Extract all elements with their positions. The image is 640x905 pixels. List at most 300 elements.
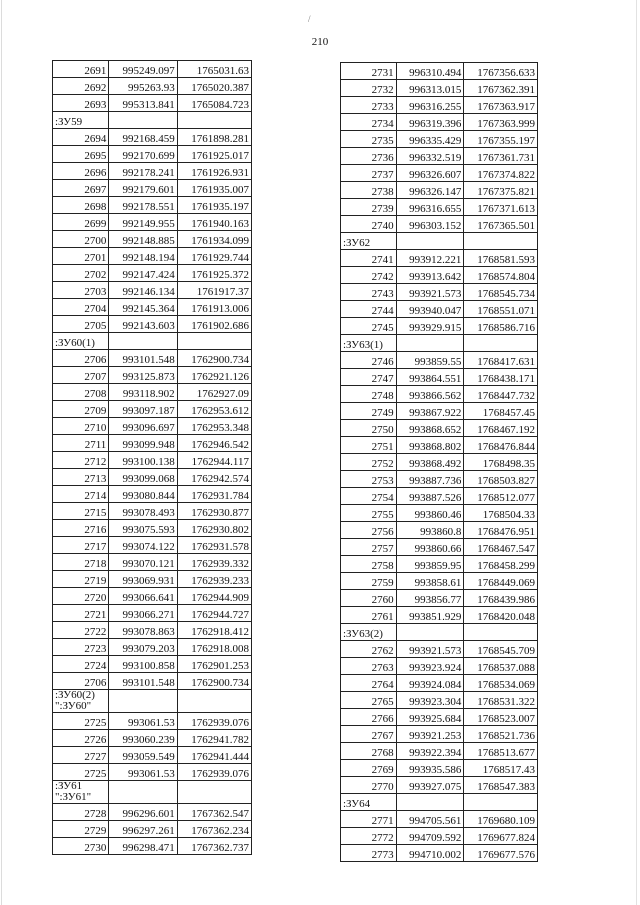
table-row — [341, 454, 538, 471]
point-number-cell: 2743 — [341, 284, 397, 301]
table-row — [53, 282, 252, 299]
y-coordinate-cell: 1768447.732 — [464, 386, 538, 403]
scan-mark: / — [308, 14, 311, 24]
y-coordinate-cell: 1762931.784 — [177, 486, 251, 503]
x-coordinate-cell: 993066.641 — [109, 588, 177, 605]
table-row — [53, 197, 252, 214]
x-coordinate-cell: 993923.924 — [396, 658, 464, 675]
table-row — [341, 709, 538, 726]
x-coordinate-cell: 996316.655 — [396, 199, 464, 216]
table-row — [53, 747, 252, 764]
y-coordinate-cell: 1761898.281 — [177, 129, 251, 146]
empty-cell — [177, 333, 251, 350]
table-row — [341, 403, 538, 420]
x-coordinate-cell: 994705.561 — [396, 811, 464, 828]
y-coordinate-cell: 1768476.951 — [464, 522, 538, 539]
point-number-cell: 2750 — [341, 420, 397, 437]
point-number-cell: 2709 — [53, 401, 109, 418]
x-coordinate-cell: 993099.068 — [109, 469, 177, 486]
x-coordinate-cell: 993887.736 — [396, 471, 464, 488]
x-coordinate-cell: 993921.573 — [396, 641, 464, 658]
point-number-cell: 2761 — [341, 607, 397, 624]
y-coordinate-cell: 1762900.734 — [177, 350, 251, 367]
x-coordinate-cell: 993061.53 — [109, 713, 177, 730]
table-row — [341, 692, 538, 709]
point-number-cell: 2758 — [341, 556, 397, 573]
y-coordinate-cell: 1768531.322 — [464, 692, 538, 709]
x-coordinate-cell: 996319.396 — [396, 114, 464, 131]
y-coordinate-cell: 1761934.099 — [177, 231, 251, 248]
x-coordinate-cell: 993061.53 — [109, 764, 177, 781]
y-coordinate-cell: 1762901.253 — [177, 656, 251, 673]
x-coordinate-cell: 996326.147 — [396, 182, 464, 199]
x-coordinate-cell: 993868.492 — [396, 454, 464, 471]
section-label: :ЗУ64 — [343, 798, 371, 810]
point-number-cell: 2748 — [341, 386, 397, 403]
table-row — [53, 129, 252, 146]
y-coordinate-cell: 1762953.348 — [177, 418, 251, 435]
point-number-cell: 2713 — [53, 469, 109, 486]
point-number-cell: 2763 — [341, 658, 397, 675]
y-coordinate-cell: 1762939.076 — [177, 713, 251, 730]
table-row — [53, 764, 252, 781]
point-number-cell: 2725 — [53, 764, 109, 781]
section-label-cell — [53, 690, 109, 713]
y-coordinate-cell: 1765020.387 — [177, 78, 251, 95]
x-coordinate-cell: 993940.047 — [396, 301, 464, 318]
table-row — [341, 182, 538, 199]
x-coordinate-cell: 996310.494 — [396, 63, 464, 80]
y-coordinate-cell: 1768586.716 — [464, 318, 538, 335]
table-row — [341, 811, 538, 828]
x-coordinate-cell: 993074.122 — [109, 537, 177, 554]
x-coordinate-cell: 993100.138 — [109, 452, 177, 469]
x-coordinate-cell: 996298.471 — [109, 838, 177, 855]
x-coordinate-cell: 992149.955 — [109, 214, 177, 231]
point-number-cell: 2755 — [341, 505, 397, 522]
x-coordinate-cell: 993069.931 — [109, 571, 177, 588]
point-number-cell: 2735 — [341, 131, 397, 148]
empty-cell — [464, 624, 538, 641]
y-coordinate-cell: 1761917.37 — [177, 282, 251, 299]
y-coordinate-cell: 1762942.574 — [177, 469, 251, 486]
y-coordinate-cell: 1768574.804 — [464, 267, 538, 284]
section-label-cell — [341, 624, 397, 641]
empty-cell — [109, 781, 177, 804]
table-row — [341, 284, 538, 301]
table-row — [341, 369, 538, 386]
point-number-cell: 2752 — [341, 454, 397, 471]
table-row — [341, 777, 538, 794]
table-row — [341, 556, 538, 573]
y-coordinate-cell: 1767375.821 — [464, 182, 538, 199]
x-coordinate-cell: 993868.802 — [396, 437, 464, 454]
y-coordinate-cell: 1767374.822 — [464, 165, 538, 182]
table-row — [53, 730, 252, 747]
y-coordinate-cell: 1767362.737 — [177, 838, 251, 855]
point-number-cell: 2772 — [341, 828, 397, 845]
table-row — [341, 199, 538, 216]
x-coordinate-cell: 993080.844 — [109, 486, 177, 503]
x-coordinate-cell: 996313.015 — [396, 80, 464, 97]
section-row — [53, 112, 252, 129]
y-coordinate-cell: 1762944.727 — [177, 605, 251, 622]
empty-cell — [177, 781, 251, 804]
y-coordinate-cell: 1767355.197 — [464, 131, 538, 148]
point-number-cell: 2711 — [53, 435, 109, 452]
point-number-cell: 2691 — [53, 61, 109, 78]
x-coordinate-cell: 993859.95 — [396, 556, 464, 573]
x-coordinate-cell: 993066.271 — [109, 605, 177, 622]
table-row — [341, 845, 538, 862]
y-coordinate-cell: 1767363.917 — [464, 97, 538, 114]
y-coordinate-cell: 1768467.547 — [464, 539, 538, 556]
table-row — [53, 231, 252, 248]
y-coordinate-cell: 1762931.578 — [177, 537, 251, 554]
point-number-cell: 2723 — [53, 639, 109, 656]
x-coordinate-cell: 993099.948 — [109, 435, 177, 452]
x-coordinate-cell: 992179.601 — [109, 180, 177, 197]
x-coordinate-cell: 993921.253 — [396, 726, 464, 743]
x-coordinate-cell: 993913.642 — [396, 267, 464, 284]
y-coordinate-cell: 1762939.233 — [177, 571, 251, 588]
section-row — [341, 335, 538, 352]
y-coordinate-cell: 1761935.007 — [177, 180, 251, 197]
point-number-cell: 2729 — [53, 821, 109, 838]
point-number-cell: 2692 — [53, 78, 109, 95]
x-coordinate-cell: 995313.841 — [109, 95, 177, 112]
x-coordinate-cell: 993864.551 — [396, 369, 464, 386]
section-row — [53, 333, 252, 350]
point-number-cell: 2708 — [53, 384, 109, 401]
point-number-cell: 2744 — [341, 301, 397, 318]
section-label: :ЗУ60(1) — [55, 337, 95, 349]
table-row — [53, 78, 252, 95]
y-coordinate-cell: 1768458.299 — [464, 556, 538, 573]
point-number-cell: 2773 — [341, 845, 397, 862]
x-coordinate-cell: 996335.429 — [396, 131, 464, 148]
point-number-cell: 2710 — [53, 418, 109, 435]
y-coordinate-cell: 1768476.844 — [464, 437, 538, 454]
point-number-cell: 2754 — [341, 488, 397, 505]
point-number-cell: 2751 — [341, 437, 397, 454]
x-coordinate-cell: 992168.459 — [109, 129, 177, 146]
point-number-cell: 2694 — [53, 129, 109, 146]
y-coordinate-cell: 1762930.802 — [177, 520, 251, 537]
x-coordinate-cell: 993079.203 — [109, 639, 177, 656]
point-number-cell: 2705 — [53, 316, 109, 333]
section-row — [341, 233, 538, 250]
table-row — [53, 214, 252, 231]
x-coordinate-cell: 993929.915 — [396, 318, 464, 335]
table-row — [341, 641, 538, 658]
point-number-cell: 2717 — [53, 537, 109, 554]
table-row — [341, 352, 538, 369]
empty-cell — [177, 112, 251, 129]
table-row — [53, 452, 252, 469]
point-number-cell: 2768 — [341, 743, 397, 760]
y-coordinate-cell: 1767371.613 — [464, 199, 538, 216]
x-coordinate-cell: 993858.61 — [396, 573, 464, 590]
y-coordinate-cell: 1768545.734 — [464, 284, 538, 301]
y-coordinate-cell: 1768420.048 — [464, 607, 538, 624]
x-coordinate-cell: 994710.002 — [396, 845, 464, 862]
point-number-cell: 2749 — [341, 403, 397, 420]
point-number-cell: 2728 — [53, 804, 109, 821]
empty-cell — [464, 794, 538, 811]
y-coordinate-cell: 1761940.163 — [177, 214, 251, 231]
point-number-cell: 2730 — [53, 838, 109, 855]
x-coordinate-cell: 993923.304 — [396, 692, 464, 709]
y-coordinate-cell: 1762939.076 — [177, 764, 251, 781]
table-row — [53, 95, 252, 112]
section-label: :ЗУ62 — [343, 237, 371, 249]
y-coordinate-cell: 1761913.006 — [177, 299, 251, 316]
point-number-cell: 2706 — [53, 350, 109, 367]
x-coordinate-cell: 993075.593 — [109, 520, 177, 537]
x-coordinate-cell: 993927.075 — [396, 777, 464, 794]
point-number-cell: 2734 — [341, 114, 397, 131]
point-number-cell: 2702 — [53, 265, 109, 282]
point-number-cell: 2724 — [53, 656, 109, 673]
point-number-cell: 2736 — [341, 148, 397, 165]
x-coordinate-cell: 996316.255 — [396, 97, 464, 114]
table-row — [341, 590, 538, 607]
x-coordinate-cell: 993078.863 — [109, 622, 177, 639]
point-number-cell: 2756 — [341, 522, 397, 539]
x-coordinate-cell: 993935.586 — [396, 760, 464, 777]
y-coordinate-cell: 1761929.744 — [177, 248, 251, 265]
point-number-cell: 2766 — [341, 709, 397, 726]
table-row — [53, 146, 252, 163]
table-row — [53, 588, 252, 605]
section-label-cell — [341, 794, 397, 811]
page-number: 210 — [311, 36, 329, 48]
table-row — [341, 386, 538, 403]
point-number-cell: 2733 — [341, 97, 397, 114]
y-coordinate-cell: 1761925.372 — [177, 265, 251, 282]
x-coordinate-cell: 992148.885 — [109, 231, 177, 248]
y-coordinate-cell: 1762918.412 — [177, 622, 251, 639]
point-number-cell: 2718 — [53, 554, 109, 571]
point-number-cell: 2704 — [53, 299, 109, 316]
table-row — [341, 539, 538, 556]
empty-cell — [109, 112, 177, 129]
table-row — [53, 435, 252, 452]
y-coordinate-cell: 1768467.192 — [464, 420, 538, 437]
table-row — [53, 656, 252, 673]
point-number-cell: 2726 — [53, 730, 109, 747]
section-label: :ЗУ59 — [55, 116, 83, 128]
table-row — [53, 350, 252, 367]
x-coordinate-cell: 992146.134 — [109, 282, 177, 299]
point-number-cell: 2714 — [53, 486, 109, 503]
section-label: :ЗУ60(2) — [55, 689, 95, 701]
y-coordinate-cell: 1768551.071 — [464, 301, 538, 318]
x-coordinate-cell: 993097.187 — [109, 401, 177, 418]
x-coordinate-cell: 993059.549 — [109, 747, 177, 764]
table-row — [53, 713, 252, 730]
empty-cell — [109, 690, 177, 713]
y-coordinate-cell: 1762944.117 — [177, 452, 251, 469]
y-coordinate-cell: 1762921.126 — [177, 367, 251, 384]
x-coordinate-cell: 993924.084 — [396, 675, 464, 692]
x-coordinate-cell: 993860.46 — [396, 505, 464, 522]
y-coordinate-cell: 1768504.33 — [464, 505, 538, 522]
table-row — [53, 622, 252, 639]
y-coordinate-cell: 1762927.09 — [177, 384, 251, 401]
x-coordinate-cell: 993860.8 — [396, 522, 464, 539]
table-row — [341, 675, 538, 692]
x-coordinate-cell: 995249.097 — [109, 61, 177, 78]
table-row — [53, 571, 252, 588]
y-coordinate-cell: 1761902.686 — [177, 316, 251, 333]
point-number-cell: 2706 — [53, 673, 109, 690]
y-coordinate-cell: 1768537.088 — [464, 658, 538, 675]
y-coordinate-cell: 1762918.008 — [177, 639, 251, 656]
section-label-alias: ":ЗУ61" — [55, 791, 92, 803]
point-number-cell: 2737 — [341, 165, 397, 182]
y-coordinate-cell: 1767363.999 — [464, 114, 538, 131]
point-number-cell: 2719 — [53, 571, 109, 588]
x-coordinate-cell: 993125.873 — [109, 367, 177, 384]
table-row — [53, 367, 252, 384]
x-coordinate-cell: 992148.194 — [109, 248, 177, 265]
table-row — [341, 318, 538, 335]
empty-cell — [464, 335, 538, 352]
point-number-cell: 2760 — [341, 590, 397, 607]
x-coordinate-cell: 993101.548 — [109, 673, 177, 690]
section-label-cell — [53, 112, 109, 129]
point-number-cell: 2747 — [341, 369, 397, 386]
x-coordinate-cell: 993118.902 — [109, 384, 177, 401]
x-coordinate-cell: 995263.93 — [109, 78, 177, 95]
point-number-cell: 2720 — [53, 588, 109, 605]
table-row — [53, 248, 252, 265]
point-number-cell: 2759 — [341, 573, 397, 590]
table-row — [341, 760, 538, 777]
point-number-cell: 2722 — [53, 622, 109, 639]
x-coordinate-cell: 993922.394 — [396, 743, 464, 760]
section-label: :ЗУ63(1) — [343, 339, 383, 351]
coordinates-table-left — [52, 60, 252, 855]
y-coordinate-cell: 1768417.631 — [464, 352, 538, 369]
y-coordinate-cell: 1767365.501 — [464, 216, 538, 233]
x-coordinate-cell: 994709.592 — [396, 828, 464, 845]
x-coordinate-cell: 993867.922 — [396, 403, 464, 420]
table-row — [341, 148, 538, 165]
x-coordinate-cell: 992145.364 — [109, 299, 177, 316]
point-number-cell: 2715 — [53, 503, 109, 520]
table-row — [341, 165, 538, 182]
y-coordinate-cell: 1768439.986 — [464, 590, 538, 607]
x-coordinate-cell: 993851.929 — [396, 607, 464, 624]
table-row — [341, 573, 538, 590]
y-coordinate-cell: 1767362.547 — [177, 804, 251, 821]
empty-cell — [396, 335, 464, 352]
table-row — [53, 520, 252, 537]
y-coordinate-cell: 1762930.877 — [177, 503, 251, 520]
table-row — [53, 401, 252, 418]
x-coordinate-cell: 992143.603 — [109, 316, 177, 333]
x-coordinate-cell: 993060.239 — [109, 730, 177, 747]
section-row — [341, 794, 538, 811]
point-number-cell: 2700 — [53, 231, 109, 248]
scan-edge-left — [1, 0, 2, 905]
point-number-cell: 2727 — [53, 747, 109, 764]
table-row — [341, 267, 538, 284]
table-row — [53, 537, 252, 554]
table-row — [341, 658, 538, 675]
point-number-cell: 2762 — [341, 641, 397, 658]
table-row — [341, 420, 538, 437]
x-coordinate-cell: 992178.551 — [109, 197, 177, 214]
table-row — [53, 554, 252, 571]
y-coordinate-cell: 1762941.444 — [177, 747, 251, 764]
y-coordinate-cell: 1768457.45 — [464, 403, 538, 420]
section-label-cell — [53, 333, 109, 350]
point-number-cell: 2721 — [53, 605, 109, 622]
table-row — [341, 488, 538, 505]
y-coordinate-cell: 1768517.43 — [464, 760, 538, 777]
point-number-cell: 2771 — [341, 811, 397, 828]
table-row — [341, 471, 538, 488]
coordinates-table-right — [340, 62, 538, 862]
y-coordinate-cell: 1762939.332 — [177, 554, 251, 571]
y-coordinate-cell: 1768513.677 — [464, 743, 538, 760]
point-number-cell: 2712 — [53, 452, 109, 469]
table-row — [341, 505, 538, 522]
section-label-cell — [341, 335, 397, 352]
table-row — [53, 384, 252, 401]
y-coordinate-cell: 1761925.017 — [177, 146, 251, 163]
point-number-cell: 2695 — [53, 146, 109, 163]
table-row — [341, 726, 538, 743]
y-coordinate-cell: 1767362.391 — [464, 80, 538, 97]
point-number-cell: 2698 — [53, 197, 109, 214]
y-coordinate-cell: 1767361.731 — [464, 148, 538, 165]
table-row — [53, 838, 252, 855]
x-coordinate-cell: 993859.55 — [396, 352, 464, 369]
y-coordinate-cell: 1765031.63 — [177, 61, 251, 78]
section-label-cell — [341, 233, 397, 250]
point-number-cell: 2725 — [53, 713, 109, 730]
table-row — [53, 821, 252, 838]
y-coordinate-cell: 1768523.007 — [464, 709, 538, 726]
x-coordinate-cell: 992147.424 — [109, 265, 177, 282]
x-coordinate-cell: 996296.601 — [109, 804, 177, 821]
point-number-cell: 2699 — [53, 214, 109, 231]
table-row — [53, 316, 252, 333]
table-row — [53, 180, 252, 197]
point-number-cell: 2696 — [53, 163, 109, 180]
point-number-cell: 2765 — [341, 692, 397, 709]
point-number-cell: 2697 — [53, 180, 109, 197]
y-coordinate-cell: 1768521.736 — [464, 726, 538, 743]
point-number-cell: 2707 — [53, 367, 109, 384]
section-label-cell — [53, 781, 109, 804]
section-row — [53, 690, 252, 713]
y-coordinate-cell: 1768534.069 — [464, 675, 538, 692]
point-number-cell: 2745 — [341, 318, 397, 335]
table-row — [341, 250, 538, 267]
table-row — [53, 418, 252, 435]
y-coordinate-cell: 1769677.576 — [464, 845, 538, 862]
table-row — [53, 299, 252, 316]
x-coordinate-cell: 993887.526 — [396, 488, 464, 505]
empty-cell — [396, 794, 464, 811]
section-label: :ЗУ63(2) — [343, 628, 383, 640]
